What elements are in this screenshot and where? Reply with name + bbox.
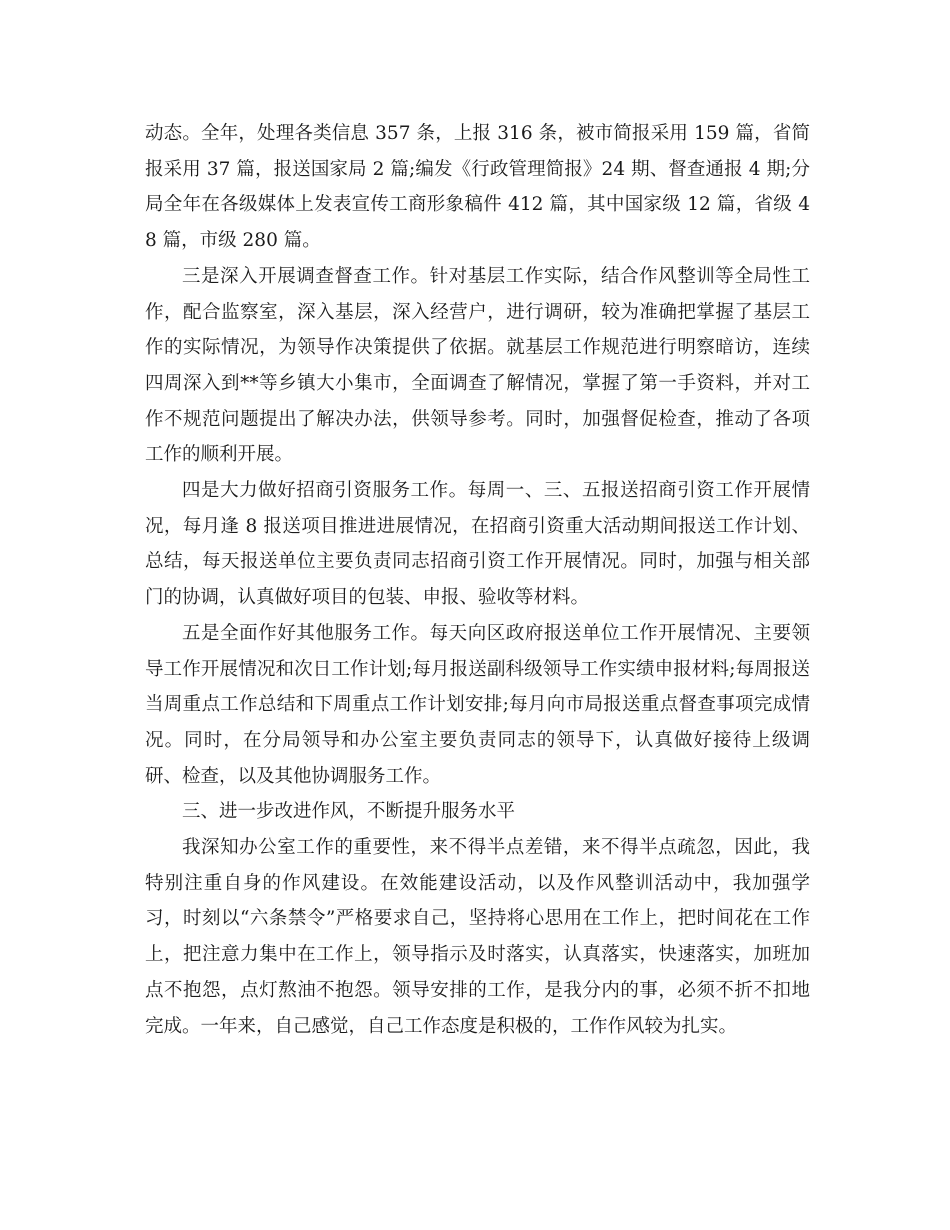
paragraph-investigation-supervision: 三是深入开展调查督查工作。针对基层工作实际，结合作风整训等全局性工作，配合监察室，深入基层，深入经营户，进行调研，较为准确把掌握了基层工作的实际情况，为领导作决策提供了依据。就基层工作规范进行明察暗访，连续四周深入到**等乡镇大小集市，全面调查了解情况，掌握了第一手资料，并对工作不规范问题提出了解决办法，供领导参考。同时，加强督促检查，推动了各项工作的顺利开展。 — [145, 265, 810, 466]
section-heading-work-style: 三、进一步改进作风，不断提升服务水平 — [182, 801, 516, 823]
paragraph-other-service: 五是全面作好其他服务工作。每天向区政府报送单位工作开展情况、主要领导工作开展情况和次日工作计划;每月报送副科级领导工作实绩申报材料;每周报送当周重点工作总结和下周重点工作计划安排;每月向市局报送重点督查事项完成情况。同时，在分局领导和办公室主要负责同志的领导下，认真做好接待上级调研、检查，以及其他协调服务工作。 — [145, 622, 810, 787]
document-body — [145, 116, 810, 1044]
paragraph-investment-service: 四是大力做好招商引资服务工作。每周一、三、五报送招商引资工作开展情况，每月逢 8 报送项目推进进展情况，在招商引资重大活动期间报送工作计划、总结，每天报送单位主要负责同志招商引资工作开展情况。同时，加强与相关部门的协调，认真做好项目的包装、申报、验收等材料。 — [145, 480, 810, 609]
paragraph-work-style: 我深知办公室工作的重要性，来不得半点差错，来不得半点疏忽，因此，我特别注重自身的作风建设。在效能建设活动，以及作风整训活动中，我加强学习，时刻以“六条禁令”严格要求自己，坚持将心思用在工作上，把时间花在工作上，把注意力集中在工作上，领导指示及时落实，认真落实，快速落实，加班加点不抱怨，点灯熬油不抱怨。领导安排的工作，是我分内的事，必须不折不扣地完成。一年来，自己感觉，自己工作态度是积极的，工作作风较为扎实。 — [145, 837, 810, 1037]
paragraph-info-statistics: 动态。全年，处理各类信息 357 条，上报 316 条，被市简报采用 159 篇，省简报采用 37 篇，报送国家局 2 篇;编发《行政管理简报》24 期、督查通报 4 期;分局全年在各级媒体上发表宣传工商形象稿件 412 篇，其中国家级 12 篇，省级 48 篇，市级 280 篇。 — [145, 123, 810, 252]
